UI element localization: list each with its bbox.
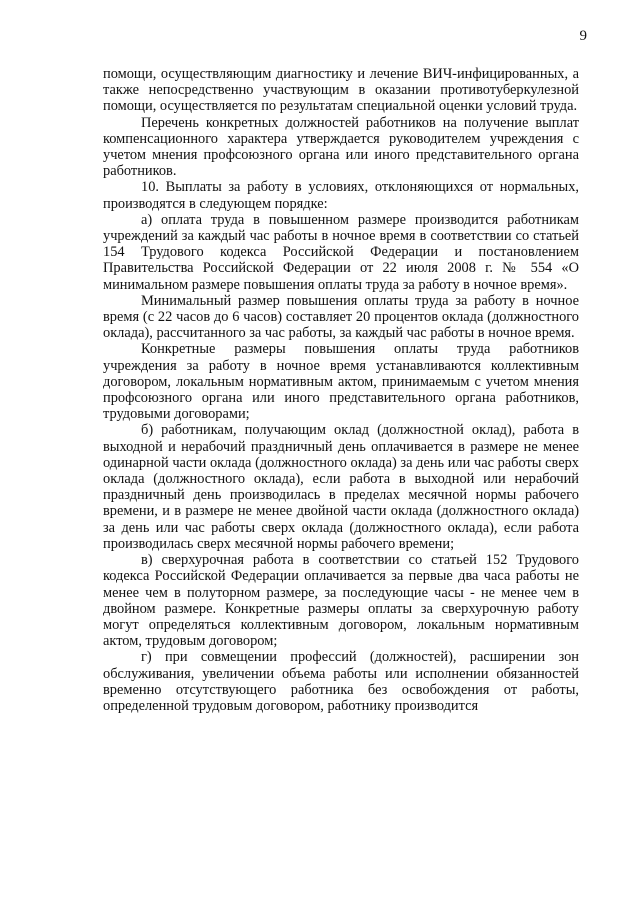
page-number: 9 [579,28,587,44]
paragraph-item-v: в) сверхурочная работа в соответствии со статьей 152 Трудового кодекса Российской Федерации оплачивается за первые два часа работы не менее чем в полуторном размере, за последующие часы - не менее чем в двойном размере. Конкретные размеры оплаты за сверхурочную работу могут определяться коллективным договором, локальным нормативным актом, трудовым договором; [103,552,579,650]
document-body [103,66,579,714]
paragraph-positions-list: Перечень конкретных должностей работников на получение выплат компенсационного характера утверждается руководителем учреждения с учетом мнения профсоюзного органа или иного представительного органа работников. [103,114,579,180]
paragraph-item-g: г) при совмещении профессий (должностей), расширении зон обслуживания, увеличении объема работы или исполнении обязанностей временно отсутствующего работника без освобождения от работы, определенной трудовым договором, работнику производится [103,649,579,714]
paragraph-night-specific: Конкретные размеры повышения оплаты труда работников учреждения за работу в ночное время устанавливаются коллективным договором, локальным нормативным актом, принимаемым с учетом мнения профсоюзного органа или иного представительного органа работников, трудовыми договорами; [103,341,579,423]
paragraph-continuation: помощи, осуществляющим диагностику и лечение ВИЧ-инфицированных, а также непосредственно участвующим в оказании противотуберкулезной помощи, осуществляется по результатам специальной оценки условий труда. [103,66,579,115]
paragraph-item-10: 10. Выплаты за работу в условиях, отклоняющихся от нормальных, производятся в следующем порядке: [103,179,579,212]
paragraph-item-a: а) оплата труда в повышенном размере производится работникам учреждений за каждый час работы в ночное время в соответствии со статьей 154 Трудового кодекса Российской Федерации и постановлением Правительства Российской Федерации от 22 июля 2008 г. № 554 «О минимальном размере повышения оплаты труда за работу в ночное время». [103,211,579,293]
paragraph-night-minimum: Минимальный размер повышения оплаты труда за работу в ночное время (с 22 часов до 6 часов) составляет 20 процентов оклада (должностного оклада), рассчитанного за час работы, за каждый час работы в ночное время. [103,292,579,342]
paragraph-item-b: б) работникам, получающим оклад (должностной оклад), работа в выходной и нерабочий праздничный день оплачивается в размере не менее одинарной части оклада (должностного оклада) за день или час работы сверх оклада (должностного оклада), если работа в выходной или нерабочий праздничный день производилась в пределах месячной нормы рабочего времени, и в размере не менее двойной части оклада (должностного оклада) за день или час работы сверх оклада (должностного оклада), если работа производилась сверх месячной нормы рабочего времени; [103,422,579,552]
